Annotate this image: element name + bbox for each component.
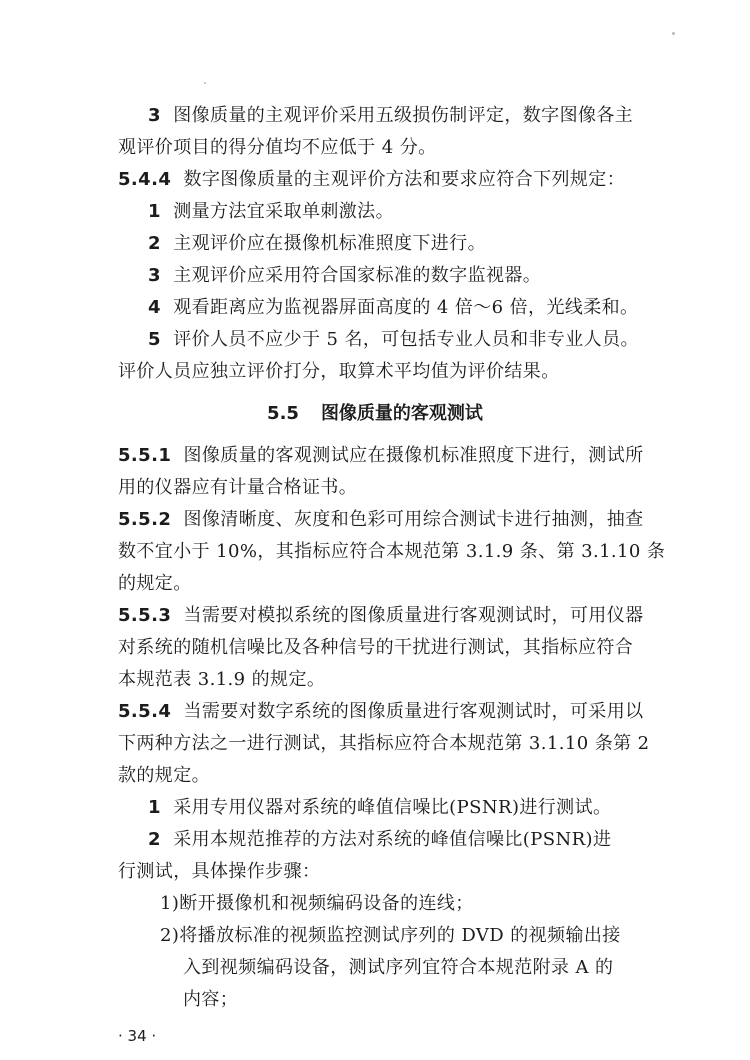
paragraph-line: 的规定。: [118, 573, 192, 594]
list-item: 4 观看距离应为监视器屏面高度的 4 倍～6 倍，光线柔和。: [148, 297, 639, 318]
sub-step: 1)断开摄像机和视频编码设备的连线；: [160, 893, 474, 914]
paragraph-line: 款的规定。: [118, 765, 210, 786]
paragraph-line: 下两种方法之一进行测试，其指标应符合本规范第 3.1.10 条第 2: [118, 733, 650, 754]
list-item: 2 主观评价应在摄像机标准照度下进行。: [148, 233, 486, 254]
paragraph-line: 本规范表 3.1.9 的规定。: [118, 669, 326, 690]
paragraph-line: 行测试，具体操作步骤：: [118, 861, 321, 882]
list-item: 1 采用专用仪器对系统的峰值信噪比(PSNR)进行测试。: [148, 797, 612, 818]
clause-5-5-2: 5.5.2 图像清晰度、灰度和色彩可用综合测试卡进行抽测，抽查: [118, 509, 644, 530]
scan-speck: [204, 82, 206, 84]
list-item: 2 采用本规范推荐的方法对系统的峰值信噪比(PSNR)进: [148, 829, 612, 850]
scan-speck: [672, 32, 675, 35]
paragraph-line: 对系统的随机信噪比及各种信号的干扰进行测试，其指标应符合: [118, 637, 634, 658]
paragraph-line: 3 图像质量的主观评价采用五级损伤制评定，数字图像各主: [148, 105, 634, 126]
sub-step-continuation: 入到视频编码设备，测试序列宜符合本规范附录 A 的: [183, 957, 614, 978]
paragraph-line: 数不宜小于 10%，其指标应符合本规范第 3.1.9 条、第 3.1.10 条: [118, 541, 666, 562]
clause-5-5-1: 5.5.1 图像质量的客观测试应在摄像机标准照度下进行，测试所: [118, 445, 644, 466]
section-title: 5.5 图像质量的客观测试: [267, 403, 483, 424]
sub-step-continuation: 内容；: [183, 989, 239, 1010]
list-item: 5 评价人员不应少于 5 名，可包括专业人员和非专业人员。: [148, 329, 639, 350]
clause-5-4-4: 5.4.4 数字图像质量的主观评价方法和要求应符合下列规定：: [118, 169, 626, 190]
clause-5-5-4: 5.5.4 当需要对数字系统的图像质量进行客观测试时，可采用以: [118, 701, 644, 722]
sub-step: 2)将播放标准的视频监控测试序列的 DVD 的视频输出接: [160, 925, 621, 946]
list-item: 3 主观评价应采用符合国家标准的数字监视器。: [148, 265, 542, 286]
page-number: · 34 ·: [118, 1027, 157, 1045]
paragraph-line: 用的仪器应有计量合格证书。: [118, 477, 358, 498]
list-item: 1 测量方法宜采取单刺激法。: [148, 201, 394, 222]
clause-5-5-3: 5.5.3 当需要对模拟系统的图像质量进行客观测试时，可用仪器: [118, 605, 644, 626]
paragraph-line: 评价人员应独立评价打分，取算术平均值为评价结果。: [118, 361, 560, 382]
paragraph-line: 观评价项目的得分值均不应低于 4 分。: [118, 137, 437, 158]
